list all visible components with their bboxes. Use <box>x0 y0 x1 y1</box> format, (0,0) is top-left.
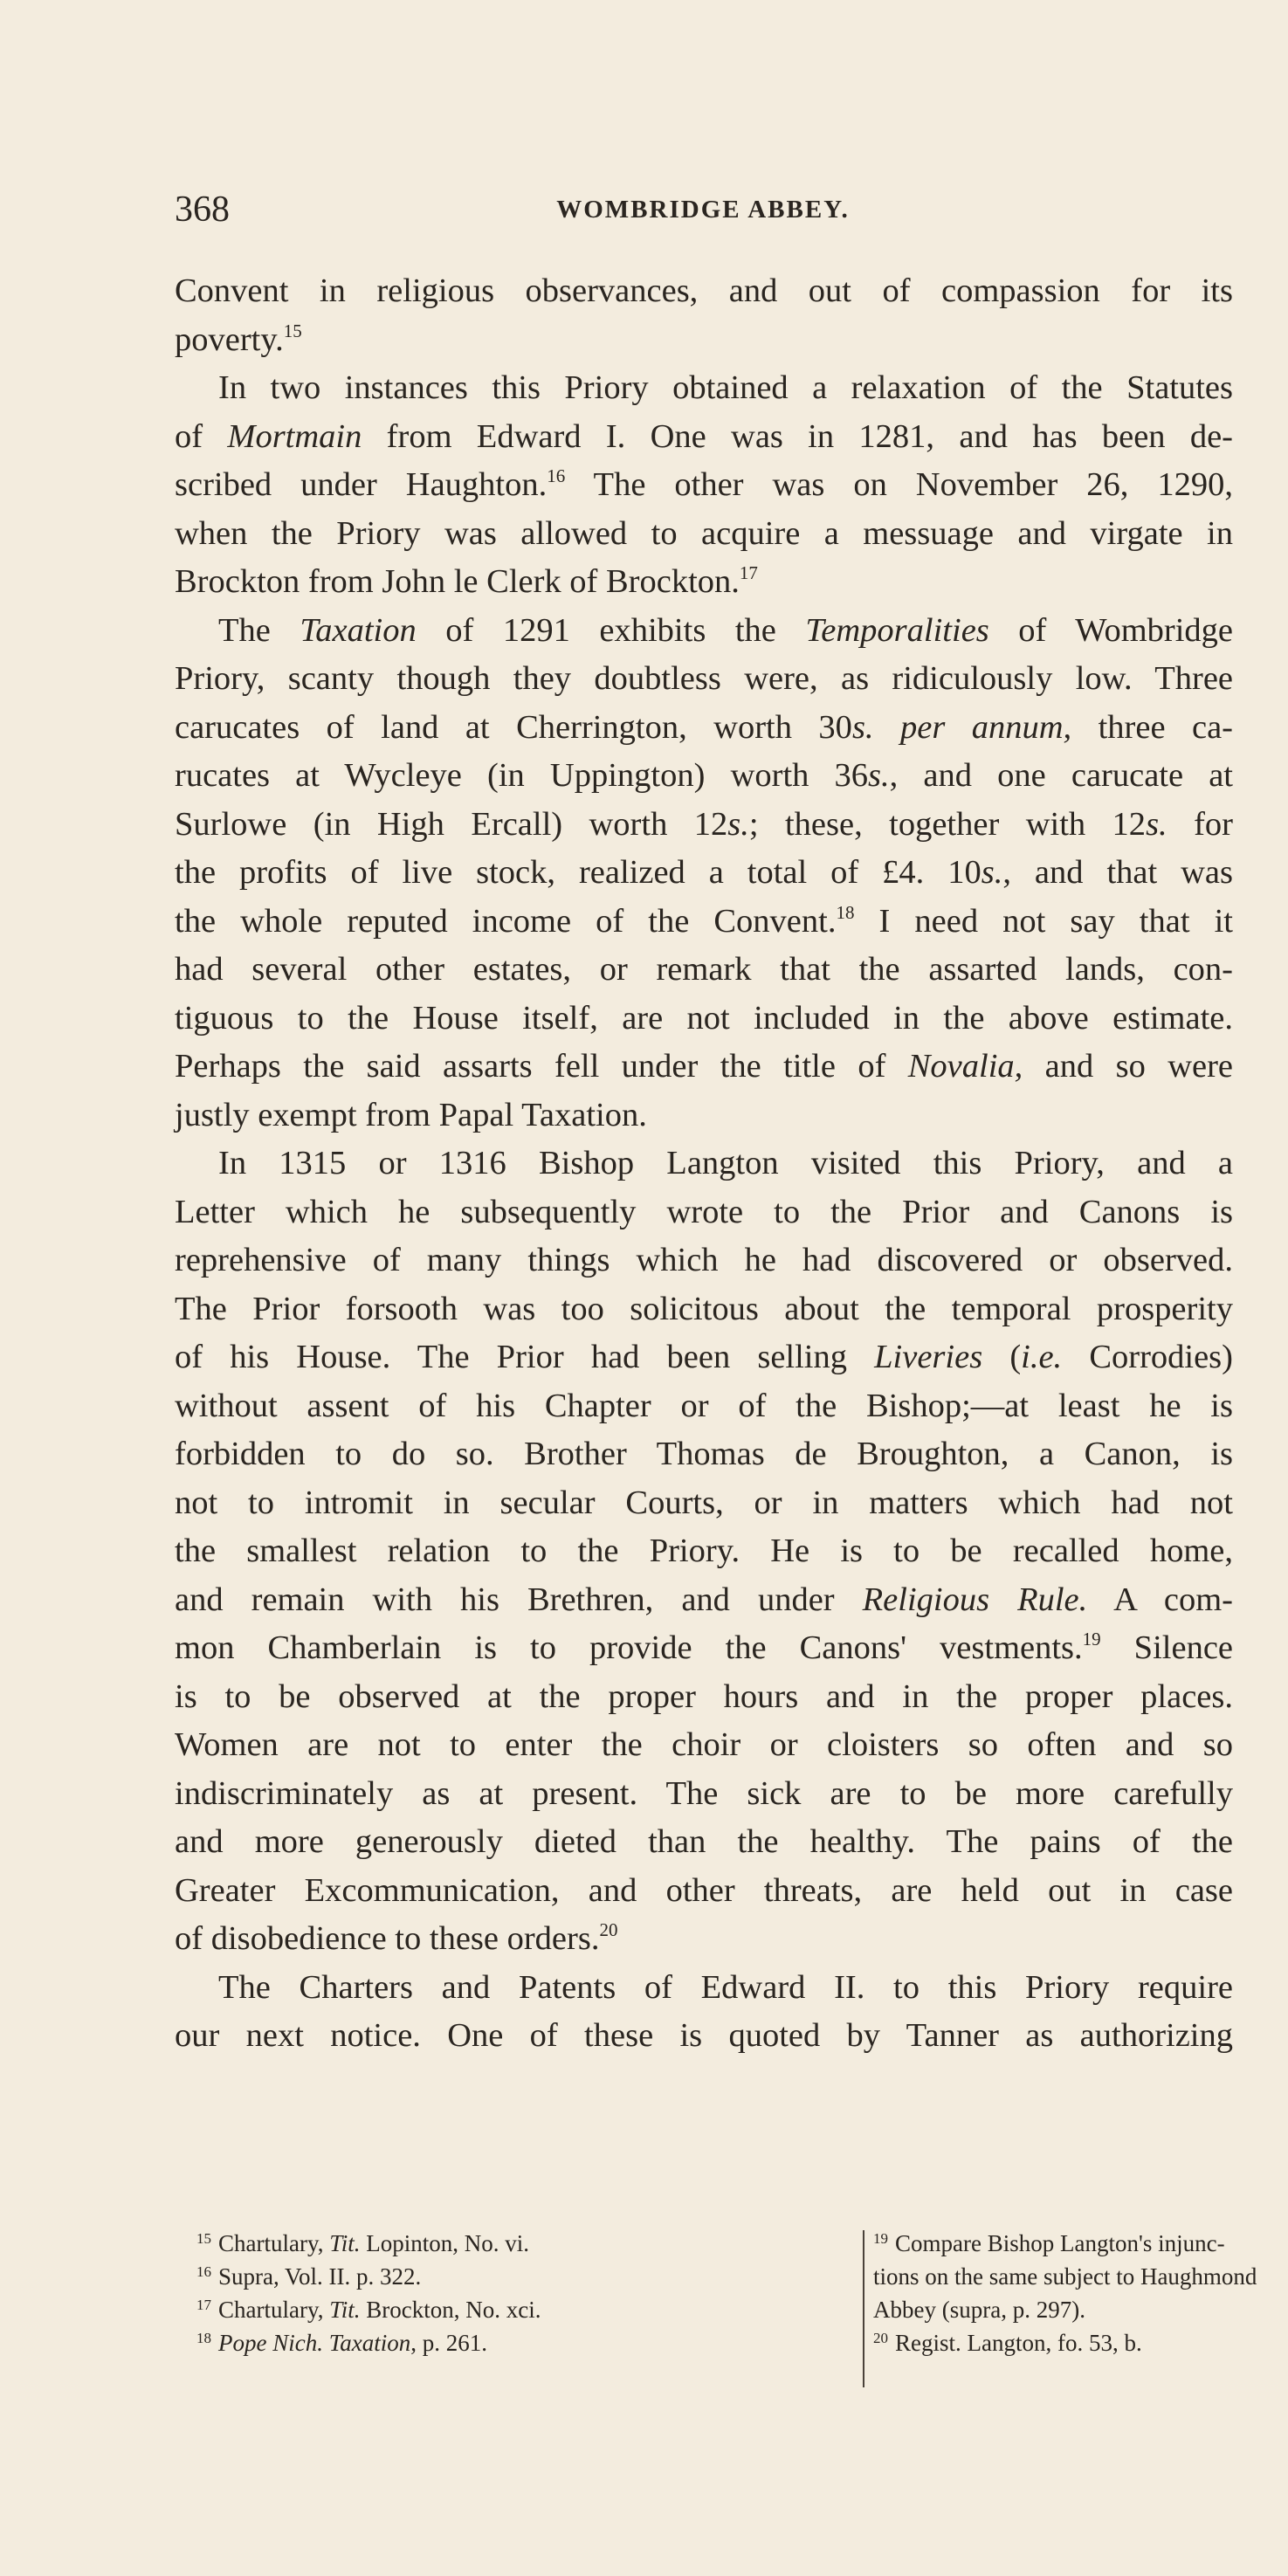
footnote-continuation: Abbey (supra, p. 297). <box>873 2297 1085 2323</box>
text-line: Brockton from John le Clerk of Brockton.$^{17}$ <box>175 562 758 600</box>
text-line: In two instances this Priory obtained a relaxation of the Statutes <box>218 369 1233 406</box>
text-line: and more generously dieted than the healthy. The pains of the <box>175 1823 1233 1860</box>
footnote-divider <box>863 2230 864 2387</box>
text-line: of disobedience to these orders.$^{20}$ <box>175 1919 618 1957</box>
text-line: the whole reputed income of the Convent.$^{18}$ I need not say that it <box>175 901 1233 940</box>
text-line: Surlowe (in High Ercall) worth 12s.; these, together with 12s. for <box>175 805 1233 843</box>
footnote-ref: 16 <box>547 465 566 486</box>
text-line: carucates of land at Cherrington, worth 30s. per annum, three ca- <box>175 708 1233 746</box>
text-line: The Charters and Patents of Edward II. to this Priory require <box>218 1968 1233 2006</box>
footnote-ref: 17 <box>739 562 758 583</box>
text-line: our next notice. One of these is quoted by Tanner as authorizing <box>175 2017 1233 2054</box>
text-line: tiguous to the House itself, are not included in the above estimate. <box>175 999 1233 1037</box>
text-line: Women are not to enter the choir or cloisters so often and so <box>175 1726 1233 1763</box>
body-text <box>175 267 1233 2061</box>
footnote: $^{19}$ Compare Bishop Langton's injunc- <box>873 2230 1225 2256</box>
footnote-ref: 20 <box>599 1919 618 1940</box>
text-line: when the Priory was allowed to acquire a messuage and virgate in <box>175 514 1233 552</box>
text-line: without assent of his Chapter or of the Bishop;—at least he is <box>175 1387 1233 1424</box>
page-number: 368 <box>175 189 230 230</box>
text-line: and remain with his Brethren, and under Religious Rule. A com- <box>175 1581 1234 1618</box>
text-line: rucates at Wycleye (in Uppington) worth 36s., and one carucate at <box>175 757 1233 794</box>
text-line: of his House. The Prior had been selling Liveries (i.e. Corrodies) <box>175 1339 1233 1375</box>
page-header <box>175 183 1231 236</box>
text-line: Letter which he subsequently wrote to the Prior and Canons is <box>175 1193 1233 1230</box>
text-line: Convent in religious observances, and out of compassion for its <box>175 272 1233 309</box>
footnote: $^{15}$ Chartulary, Tit. Lopinton, No. vi. <box>196 2230 529 2256</box>
text-line: scribed under Haughton.$^{16}$ The other was on November 26, 1290, <box>175 465 1233 503</box>
text-line: Perhaps the said assarts fell under the title of Novalia, and so were <box>175 1048 1233 1085</box>
footnotes-right-column <box>873 2227 1288 2359</box>
text-line: had several other estates, or remark that the assarted lands, con- <box>175 951 1233 988</box>
footnote-ref: 19 <box>1082 1629 1101 1650</box>
text-line: mon Chamberlain is to provide the Canons' vestments.$^{19}$ Silence <box>175 1629 1233 1666</box>
text-line: indiscriminately as at present. The sick are to be more carefully <box>175 1774 1233 1812</box>
text-line: is to be observed at the proper hours and in the proper places. <box>175 1677 1233 1715</box>
text-line: forbidden to do so. Brother Thomas de Broughton, a Canon, is <box>175 1436 1233 1472</box>
text-line: Greater Excommunication, and other threats, are held out in case <box>175 1871 1233 1909</box>
text-line: The Prior forsooth was too solicitous about the temporal prosperity <box>175 1290 1233 1327</box>
text-line: the smallest relation to the Priory. He is to be recalled home, <box>175 1533 1233 1569</box>
text-line: poverty.$^{15}$ <box>175 320 302 358</box>
text-line: In 1315 or 1316 Bishop Langton visited this Priory, and a <box>218 1145 1233 1181</box>
text-line: not to intromit in secular Courts, or in matters which had not <box>175 1484 1233 1521</box>
text-line: The Taxation of 1291 exhibits the Temporalities of Wombridge <box>218 611 1233 649</box>
footnote: $^{16}$ Supra, Vol. II. p. 322. <box>196 2263 422 2290</box>
footnote: $^{18}$ Pope Nich. Taxation, p. 261. <box>196 2330 487 2356</box>
footnote-continuation: tions on the same subject to Haughmond <box>873 2263 1257 2290</box>
text-line: justly exempt from Papal Taxation. <box>175 1096 647 1133</box>
footnote: $^{20}$ Regist. Langton, fo. 53, b. <box>873 2330 1142 2356</box>
footnotes-left-column <box>196 2227 843 2359</box>
running-head: WOMBRIDGE ABBEY. <box>556 196 850 224</box>
text-line: the profits of live stock, realized a total of £4. 10s., and that was <box>175 854 1233 891</box>
text-line: of Mortmain from Edward I. One was in 1281, and has been de- <box>175 417 1233 455</box>
text-line: reprehensive of many things which he had discovered or observed. <box>175 1242 1233 1278</box>
text-line: Priory, scanty though they doubtless were, as ridiculously low. Three <box>175 660 1233 697</box>
footnotes <box>175 2227 1257 2576</box>
footnote-ref: 18 <box>836 901 855 923</box>
footnote: $^{17}$ Chartulary, Tit. Brockton, No. xci. <box>196 2297 541 2323</box>
footnote-ref: 15 <box>283 320 302 341</box>
